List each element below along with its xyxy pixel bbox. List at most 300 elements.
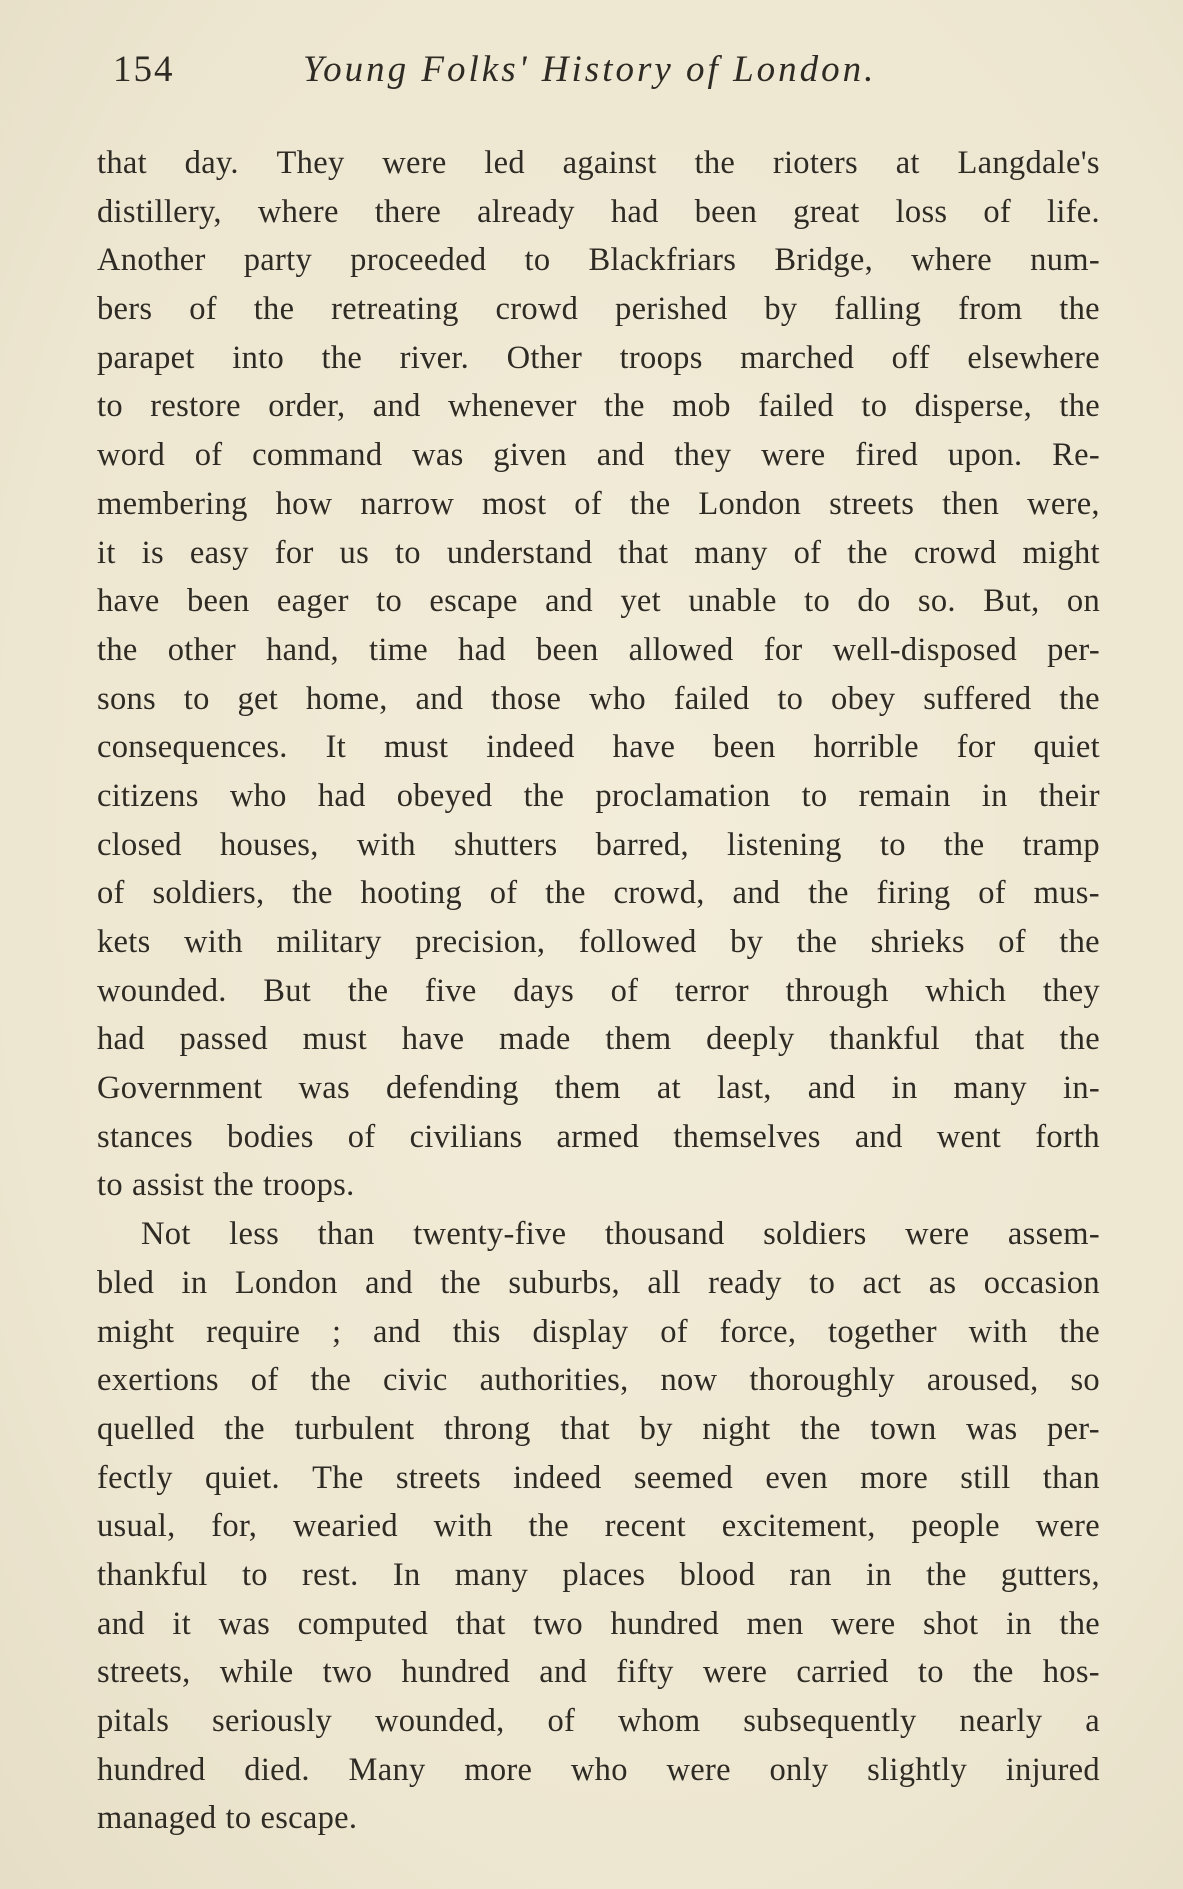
word: made (499, 1021, 571, 1058)
word: wounded, (374, 1703, 505, 1739)
word: precision, (415, 924, 546, 960)
word: the (321, 339, 363, 376)
word: two (533, 1605, 583, 1642)
word: seemed (633, 1459, 734, 1496)
word: forth (1035, 1118, 1100, 1155)
word: time (368, 631, 428, 668)
word: crowd (495, 291, 579, 328)
word: had (610, 193, 659, 230)
word: through (785, 972, 889, 1009)
text-line (97, 967, 1100, 1016)
word: been (186, 583, 250, 620)
word: was (218, 1605, 271, 1642)
word: to (97, 1167, 123, 1204)
word: were (761, 437, 826, 474)
word: to (183, 680, 210, 717)
word: while (219, 1654, 294, 1691)
word: must (302, 1021, 368, 1058)
word: easy (189, 534, 249, 571)
text-line (97, 918, 1100, 967)
text-line (97, 1356, 1100, 1405)
word: narrow (360, 485, 455, 522)
word: retreating (331, 291, 459, 328)
word: given (493, 437, 567, 474)
word: the (1059, 291, 1100, 328)
text-line (97, 626, 1100, 675)
word: at (656, 1070, 681, 1107)
word: marched (740, 339, 855, 376)
word: the (808, 875, 849, 912)
word: those (491, 680, 562, 717)
word: thankful (829, 1021, 941, 1058)
page-header (113, 48, 1093, 100)
word: quelled (97, 1410, 195, 1447)
word: London (234, 1264, 338, 1301)
word: act (862, 1264, 902, 1301)
word: seriously (212, 1703, 333, 1739)
word: the (1059, 1313, 1100, 1350)
word: unable (688, 583, 777, 620)
word: distillery, (97, 193, 222, 230)
word: less (229, 1216, 280, 1253)
word: elsewhere (967, 339, 1100, 376)
word: and (596, 437, 645, 474)
word: people (911, 1508, 1000, 1545)
word: many (953, 1070, 1027, 1107)
word: with (968, 1313, 1028, 1350)
word: streets (395, 1459, 481, 1496)
word: and (545, 583, 593, 620)
text-line (97, 1600, 1100, 1649)
word: and (372, 388, 421, 425)
body-text (97, 139, 1100, 1843)
word: ran (789, 1556, 832, 1593)
word: places (562, 1556, 646, 1593)
word: to (809, 1264, 836, 1301)
word: who (589, 680, 646, 717)
running-title: Young Folks' History of London. (303, 49, 877, 90)
word: were (905, 1216, 970, 1253)
word: whenever (448, 388, 577, 425)
word: against (562, 145, 657, 181)
word: injured (1005, 1751, 1100, 1788)
word: hundred (610, 1605, 720, 1642)
word: day. (184, 145, 239, 181)
word: than (1042, 1459, 1100, 1496)
word: of (489, 875, 518, 912)
word: many (694, 534, 768, 571)
word: in (981, 777, 1008, 814)
word: the (796, 924, 838, 960)
word: Many (348, 1751, 426, 1788)
word: the (629, 485, 671, 522)
word: the (440, 1264, 481, 1301)
word: parapet (97, 339, 195, 376)
word: yet (620, 583, 661, 620)
word: occasion (983, 1264, 1100, 1301)
word: streets (829, 485, 915, 522)
word: were, (1027, 485, 1100, 522)
word: been (713, 729, 776, 766)
word: it (97, 534, 116, 571)
word: have (612, 729, 676, 766)
word: of (250, 1362, 279, 1399)
word: allowed (628, 631, 734, 668)
text-line (97, 431, 1100, 480)
word: defending (385, 1070, 519, 1107)
word: per- (1047, 1410, 1100, 1447)
word: escape (429, 583, 518, 620)
word: and (415, 680, 464, 717)
word: consequences. (97, 729, 288, 766)
word: and (373, 1313, 421, 1350)
word: were (382, 145, 447, 181)
text-line (97, 772, 1100, 821)
word: by (764, 291, 798, 328)
word: then (942, 485, 1000, 522)
word: wearied (292, 1508, 398, 1545)
word: perished (615, 291, 728, 328)
word: the (97, 631, 138, 668)
word: the (347, 972, 389, 1009)
word: restore (150, 388, 241, 425)
word: they (674, 437, 732, 474)
word: to (917, 1654, 944, 1691)
text-line (97, 188, 1100, 237)
word: the (1059, 680, 1100, 717)
word: the (1059, 924, 1100, 960)
word: assem- (1007, 1216, 1100, 1253)
word: the (800, 1410, 841, 1447)
word: troops (619, 339, 703, 376)
word: only (769, 1751, 829, 1788)
word: Re- (1052, 437, 1100, 474)
word: the (292, 875, 333, 912)
word: so. (917, 583, 956, 620)
word: quiet (1033, 729, 1100, 766)
word: excitement, (721, 1508, 876, 1545)
word: sons (97, 680, 156, 717)
word: all (647, 1264, 681, 1301)
word: the (545, 875, 586, 912)
word: was (298, 1070, 350, 1107)
text-line (97, 1502, 1100, 1551)
word: might (1022, 534, 1100, 571)
word: hos- (1042, 1654, 1100, 1691)
word: force, (719, 1313, 797, 1350)
word: troops. (263, 1167, 355, 1204)
text-line (97, 334, 1100, 383)
page-number: 154 (113, 49, 175, 90)
word: citizens (97, 777, 199, 814)
word: shutters (453, 826, 558, 863)
word: in (1005, 1605, 1032, 1642)
word: In (392, 1556, 421, 1593)
word: usual, (97, 1508, 176, 1545)
text-line (97, 1697, 1100, 1746)
word: falling (834, 291, 922, 328)
word: blood (679, 1556, 756, 1593)
word: num- (1030, 242, 1100, 279)
word: the (847, 534, 888, 571)
word: have (97, 583, 160, 620)
word: military (276, 924, 382, 960)
word: fectly (97, 1459, 173, 1496)
word: been (535, 631, 599, 668)
word: soldiers (763, 1216, 867, 1253)
paragraph-last-line (97, 1794, 1100, 1843)
text-line (97, 1551, 1100, 1600)
word: ; (331, 1313, 342, 1350)
word: understand (446, 534, 593, 571)
word: the (943, 826, 985, 863)
word: civilians (409, 1118, 523, 1155)
word: and (365, 1264, 413, 1301)
text-line (97, 1746, 1100, 1795)
word: loss (895, 193, 948, 230)
word: thoroughly (749, 1362, 895, 1399)
word: But, (983, 583, 1040, 620)
word: to (241, 1556, 268, 1593)
word: proceeded (350, 242, 487, 279)
text-line (97, 869, 1100, 918)
word: of (574, 485, 602, 522)
word: to (97, 388, 123, 425)
word: get (237, 680, 279, 717)
text-line (97, 1259, 1100, 1308)
text-line (97, 236, 1100, 285)
word: passed (179, 1021, 268, 1058)
word: to (777, 680, 804, 717)
word: most (482, 485, 547, 522)
word: the (253, 291, 295, 328)
word: for, (211, 1508, 258, 1545)
word: hundred (401, 1654, 511, 1691)
word: barred, (595, 826, 689, 863)
word: night (702, 1410, 771, 1447)
text-line (97, 821, 1100, 870)
word: that (618, 534, 669, 571)
word: so (1070, 1362, 1100, 1399)
word: twenty-five (413, 1216, 567, 1253)
word: went (936, 1118, 1002, 1155)
word: indeed (513, 1459, 602, 1496)
word: than (317, 1216, 375, 1253)
word: firing (876, 875, 951, 912)
word: whom (617, 1703, 701, 1739)
word: followed (578, 924, 697, 960)
text-line (97, 577, 1100, 626)
text-line (97, 1113, 1100, 1162)
text-line (97, 480, 1100, 529)
word: deeply (706, 1021, 795, 1058)
word: suburbs, (508, 1264, 620, 1301)
word: quiet. (205, 1459, 280, 1496)
word: failed (758, 388, 834, 425)
word: in (865, 1556, 892, 1593)
word: five (424, 972, 477, 1009)
word: is (141, 534, 164, 571)
word: and (97, 1605, 145, 1642)
word: the (972, 1654, 1014, 1691)
word: hooting (360, 875, 462, 912)
word: managed (97, 1800, 217, 1837)
word: their (1038, 777, 1100, 814)
word: had (97, 1021, 145, 1058)
word: already (477, 193, 575, 230)
word: in (891, 1070, 918, 1107)
paragraph-first-line (97, 1210, 1100, 1259)
word: must (383, 729, 449, 766)
word: many (454, 1556, 529, 1593)
text-line (97, 1308, 1100, 1357)
word: into (232, 339, 284, 376)
word: as (928, 1264, 957, 1301)
word: even (765, 1459, 828, 1496)
word: to (804, 583, 831, 620)
word: led (484, 145, 525, 181)
word: was (412, 437, 464, 474)
word: The (312, 1459, 364, 1496)
word: listening (727, 826, 842, 863)
text-line (97, 1405, 1100, 1454)
word: themselves (673, 1118, 821, 1155)
word: mob (672, 388, 731, 425)
word: the (926, 1556, 967, 1593)
word: were (702, 1654, 768, 1691)
word: who (229, 777, 287, 814)
word: at (895, 145, 920, 181)
word: to (861, 388, 888, 425)
word: suffered (923, 680, 1032, 717)
word: authorities, (479, 1362, 629, 1399)
word: that (455, 1605, 506, 1642)
word: hundred (97, 1751, 206, 1788)
word: and (854, 1118, 903, 1155)
text-line (97, 1648, 1100, 1697)
word: together (828, 1313, 937, 1350)
word: for (763, 631, 803, 668)
word: the (694, 145, 736, 181)
word: membering (97, 485, 248, 522)
word: the (1059, 388, 1100, 425)
word: in (181, 1264, 208, 1301)
word: of (660, 1313, 688, 1350)
word: where (257, 193, 339, 230)
word: and (732, 875, 781, 912)
word: computed (297, 1605, 429, 1642)
word: disperse, (914, 388, 1032, 425)
word: fired (855, 437, 919, 474)
word: now (660, 1362, 718, 1399)
word: a (1085, 1703, 1100, 1739)
text-line (97, 1015, 1100, 1064)
word: us (339, 534, 370, 571)
word: wounded. (97, 972, 227, 1009)
word: to (225, 1800, 252, 1837)
word: throng (444, 1410, 531, 1447)
word: this (452, 1313, 501, 1350)
word: river. (399, 339, 470, 376)
word: horrible (813, 729, 919, 766)
word: display (532, 1313, 629, 1350)
word: thousand (604, 1216, 725, 1253)
word: great (793, 193, 860, 230)
word: of (189, 291, 217, 328)
word: recent (604, 1508, 686, 1545)
word: indeed (486, 729, 575, 766)
word: off (891, 339, 930, 376)
word: shot (922, 1605, 979, 1642)
text-line (97, 675, 1100, 724)
word: days (513, 972, 575, 1009)
word: Langdale's (957, 145, 1100, 181)
word: them (605, 1021, 672, 1058)
word: by (730, 924, 764, 960)
word: with (356, 826, 416, 863)
word: the (224, 1410, 265, 1447)
word: the (1059, 1605, 1100, 1642)
word: hand, (266, 631, 339, 668)
word: aroused, (926, 1362, 1039, 1399)
word: Another (97, 242, 206, 279)
word: of (978, 875, 1006, 912)
word: escape. (260, 1800, 358, 1837)
word: terror (674, 972, 749, 1009)
word: obey (831, 680, 896, 717)
word: exertions (97, 1362, 219, 1399)
word: of (998, 924, 1026, 960)
word: home, (305, 680, 388, 717)
word: failed (673, 680, 750, 717)
word: require (206, 1313, 301, 1350)
word: thankful (97, 1556, 208, 1593)
word: crowd, (613, 875, 705, 912)
word: and (807, 1070, 856, 1107)
word: had (458, 631, 506, 668)
word: of (347, 1118, 376, 1155)
word: with (433, 1508, 493, 1545)
word: Not (141, 1216, 191, 1253)
word: fifty (616, 1654, 674, 1691)
word: the (213, 1167, 254, 1204)
word: been (694, 193, 758, 230)
word: the (1059, 1021, 1100, 1058)
word: command (252, 437, 383, 474)
word: had (317, 777, 366, 814)
word: rioters (772, 145, 858, 181)
word: of (194, 437, 223, 474)
word: to (801, 777, 828, 814)
word: It (325, 729, 347, 766)
word: of (983, 193, 1012, 230)
text-line (97, 723, 1100, 772)
word: party (243, 242, 313, 279)
word: them (554, 1070, 621, 1107)
word: who (570, 1751, 628, 1788)
word: subsequently (743, 1703, 917, 1739)
word: more (860, 1459, 929, 1496)
word: to (879, 826, 906, 863)
word: that (974, 1021, 1025, 1058)
word: men (746, 1605, 804, 1642)
word: carried (796, 1654, 889, 1691)
word: slightly (867, 1751, 968, 1788)
word: Government (97, 1070, 263, 1107)
word: that (97, 145, 147, 181)
word: which (925, 972, 1007, 1009)
word: were (666, 1751, 731, 1788)
